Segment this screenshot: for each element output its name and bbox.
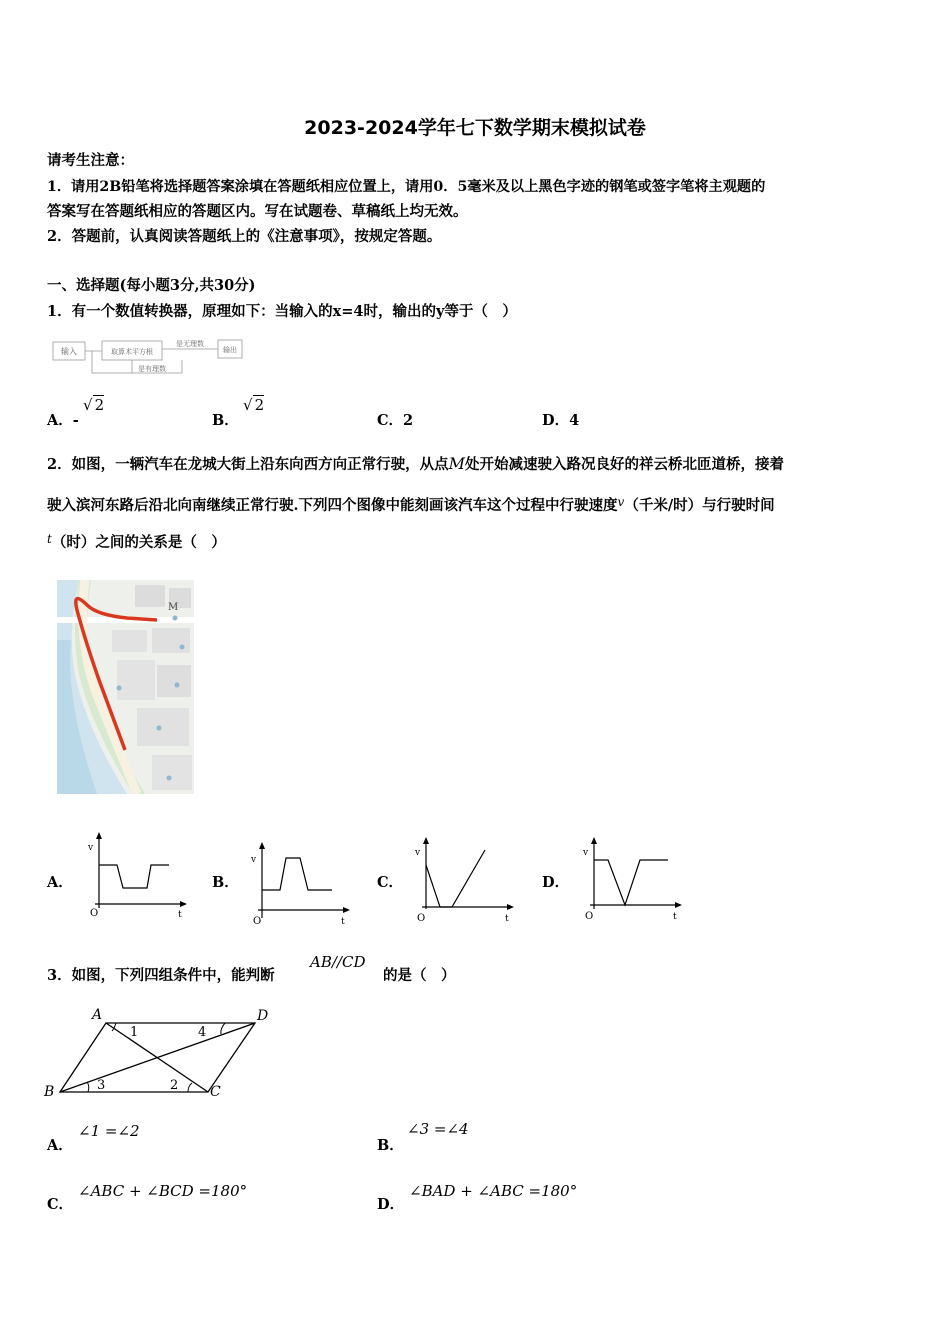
- flow-rational-label: 是有理数: [138, 365, 166, 373]
- notice-line-2: 2．答题前，认真阅读答题纸上的《注意事项》，按规定答题。: [47, 228, 442, 245]
- flow-sqrt-label: 取算术平方根: [111, 348, 153, 356]
- q3-option-c-math: ∠ABC + ∠BCD =180°: [78, 1182, 248, 1200]
- q2-graph-d: [580, 835, 690, 930]
- q3-option-b-math: ∠3 =∠4: [407, 1120, 469, 1138]
- graph-a-t: t: [178, 910, 182, 920]
- page-title: 2023-2024学年七下数学期末模拟试卷: [304, 117, 646, 139]
- graph-b-v: v: [251, 855, 257, 865]
- q2-point-m: M: [448, 454, 465, 473]
- q2-option-d-letter[interactable]: D．: [542, 874, 570, 891]
- label-d: D: [257, 1008, 269, 1024]
- q2-t-symbol: t: [47, 532, 52, 546]
- q1-option-a-radicand: 2: [94, 396, 105, 414]
- angle-4-label: 4: [198, 1025, 207, 1040]
- notice-line-1b: 答案写在答题纸相应的答题区内。写在试题卷、草稿纸上均无效。: [47, 203, 468, 220]
- q1-option-d-text: 4: [569, 412, 580, 429]
- flow-irrational-label: 是无理数: [176, 340, 204, 348]
- q3-option-c-letter[interactable]: C．: [47, 1196, 74, 1213]
- graph-c-o: O: [417, 913, 426, 924]
- graph-b-t: t: [341, 917, 345, 927]
- q2-line-2: [47, 493, 775, 515]
- q3-stem-b: 的是（ ）: [383, 967, 456, 984]
- flow-output-label: 输出: [223, 346, 237, 354]
- map-m-label: M: [168, 602, 179, 613]
- graph-d-t: t: [673, 912, 677, 922]
- q2-graph-b: [248, 840, 358, 935]
- q2-option-b-letter[interactable]: B．: [212, 874, 239, 891]
- q2-line-2b: （千米/时）与行驶时间: [624, 497, 775, 514]
- label-b: B: [44, 1084, 55, 1100]
- angle-3-label: 3: [97, 1078, 106, 1093]
- notice-line-1a: 1．请用2B铅笔将选择题答案涂填在答题纸相应位置上，请用0．5毫米及以上黑色字迹的钢笔或签字笔将主观题的: [47, 179, 766, 195]
- q3-option-b-letter[interactable]: B．: [377, 1137, 404, 1154]
- q1-option-a[interactable]: [47, 409, 79, 430]
- q3-option-d-letter[interactable]: D．: [377, 1196, 405, 1213]
- q1-flowchart: [50, 335, 250, 380]
- q2-line-3-text: （时）之间的关系是（ ）: [51, 534, 226, 551]
- graph-b-o: O: [253, 916, 262, 927]
- q1-option-a-letter: A．: [47, 412, 73, 429]
- q3-stem-a: 3．如图，下列四组条件中，能判断: [47, 967, 275, 984]
- q2-line-1a: 2．如图，一辆汽车在龙城大街上沿东向西方向正常行驶，从点: [47, 456, 449, 473]
- q1-option-c-text: 2: [403, 412, 414, 429]
- notice-heading: 请考生注意：: [47, 152, 134, 169]
- angle-2-label: 2: [170, 1078, 179, 1093]
- label-a: A: [92, 1007, 103, 1023]
- q1-stem: 1．有一个数值转换器，原理如下：当输入的x=4时，输出的y等于（ ）: [47, 303, 517, 320]
- q1-option-b[interactable]: [212, 409, 239, 430]
- graph-c-v: v: [415, 848, 421, 858]
- q3-option-d-math: ∠BAD + ∠ABC =180°: [409, 1182, 578, 1200]
- q1-option-c[interactable]: [377, 409, 413, 430]
- q1-option-b-letter: B．: [212, 412, 239, 429]
- graph-c-t: t: [505, 914, 509, 924]
- flow-input-label: 输入: [61, 347, 77, 356]
- q2-line-1: [47, 455, 784, 474]
- label-c: C: [210, 1084, 221, 1100]
- q1-option-a-sign: -: [72, 412, 79, 429]
- graph-d-v: v: [583, 848, 589, 858]
- q1-option-d-letter: D．: [542, 412, 570, 429]
- q2-line-2a: 驶入滨河东路后沿北向南继续正常行驶.下列四个图像中能刻画该汽车这个过程中行驶速度: [47, 497, 618, 514]
- q1-option-b-radicand: 2: [254, 396, 265, 414]
- graph-a-o: O: [90, 908, 99, 919]
- q3-option-a-letter[interactable]: A．: [47, 1137, 73, 1154]
- q2-graph-a: [85, 830, 195, 925]
- q3-option-a-math: ∠1 =∠2: [78, 1122, 140, 1140]
- q2-line-3: [47, 530, 226, 552]
- section-heading: 一、选择题(每小题3分,共30分): [47, 277, 256, 294]
- q3-stem-math: AB//CD: [310, 953, 366, 971]
- q2-option-a-letter[interactable]: A．: [47, 874, 73, 891]
- q1-option-b-radical: √ 2: [243, 396, 265, 414]
- q2-map: [57, 580, 194, 794]
- q1-option-c-letter: C．: [377, 412, 404, 429]
- q1-option-a-radical: √ 2: [83, 396, 105, 414]
- q2-v-symbol: v: [617, 495, 625, 509]
- q1-option-d[interactable]: [542, 409, 579, 430]
- graph-d-o: O: [585, 911, 594, 922]
- q2-graph-c: [412, 835, 522, 930]
- graph-a-v: v: [88, 843, 94, 853]
- q2-line-1b: 处开始减速驶入路况良好的祥云桥北匝道桥，接着: [464, 456, 784, 473]
- q2-option-c-letter[interactable]: C．: [377, 874, 404, 891]
- q3-parallelogram-figure: [40, 1003, 280, 1103]
- angle-1-label: 1: [130, 1025, 139, 1040]
